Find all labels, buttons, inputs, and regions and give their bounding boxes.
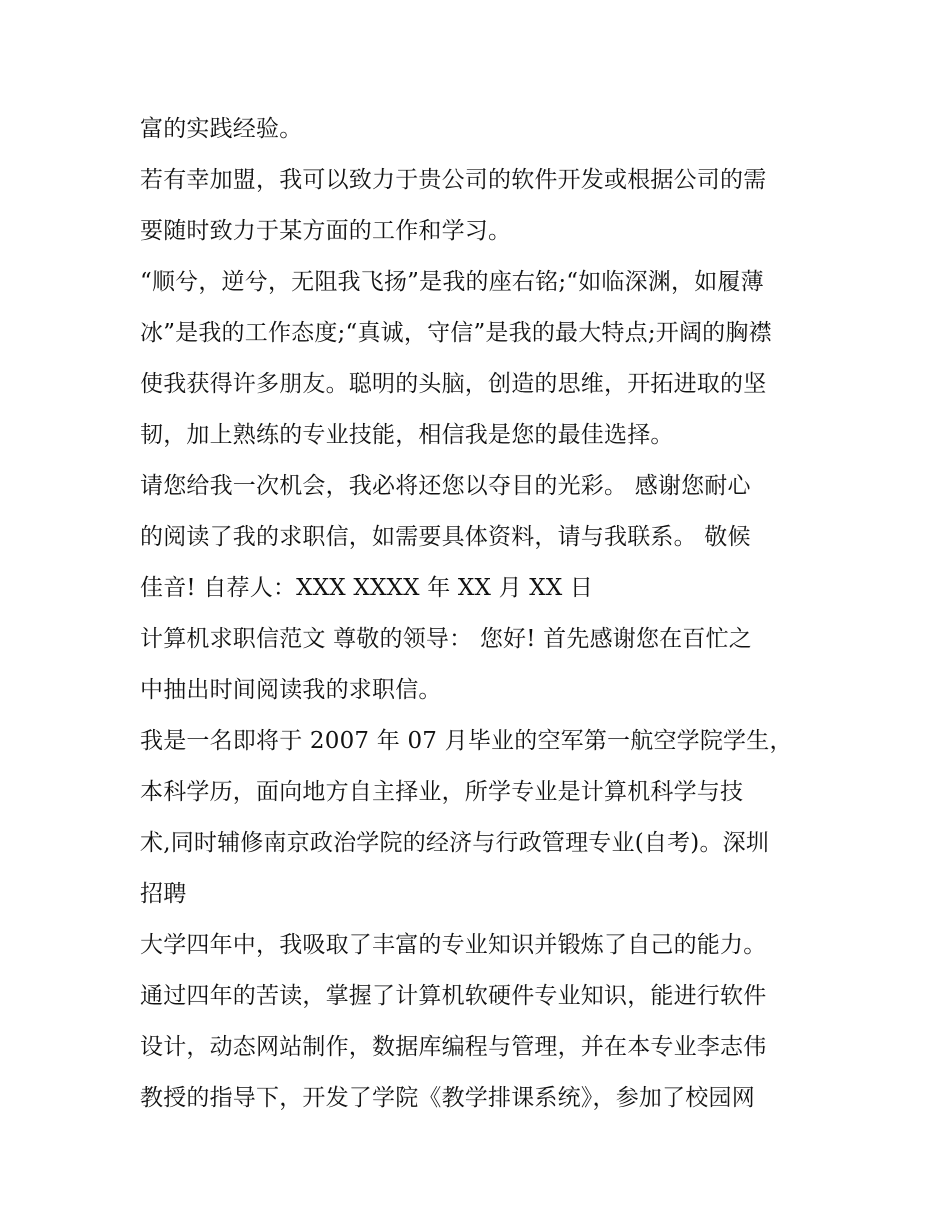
text-line: 本科学历，面向地方自主择业，所学专业是计算机科学与技 bbox=[140, 779, 744, 805]
text-line: 的阅读了我的求职信，如需要具体资料，请与我联系。 敬候 bbox=[140, 524, 751, 550]
text-line: 设计，动态网站制作，数据库编程与管理，并在本专业李志伟 bbox=[140, 1034, 767, 1060]
text-line: 使我获得许多朋友。聪明的头脑，创造的思维，开拓进取的坚 bbox=[140, 371, 767, 397]
text-line: 教授的指导下，开发了学院《教学排课系统》，参加了校园网 bbox=[140, 1085, 755, 1111]
text-line: 大学四年中，我吸取了丰富的专业知识并锻炼了自己的能力。 bbox=[140, 932, 767, 958]
text-line: 我是一名即将于 2007 年 07 月毕业的空军第一航空学院学生， bbox=[140, 728, 793, 754]
text-line: 要随时致力于某方面的工作和学习。 bbox=[140, 218, 512, 244]
text-line: 请您给我一次机会，我必将还您以夺目的光彩。 感谢您耐心 bbox=[140, 473, 751, 499]
text-line: 中抽出时间阅读我的求职信。 bbox=[140, 677, 442, 703]
text-line: 冰”是我的工作态度;“真诚，守信”是我的最大特点;开阔的胸襟 bbox=[140, 320, 772, 346]
text-line: 富的实践经验。 bbox=[140, 116, 303, 142]
text-line: 通过四年的苦读，掌握了计算机软硬件专业知识，能进行软件 bbox=[140, 983, 767, 1009]
text-line: “顺兮，逆兮，无阻我飞扬”是我的座右铭;“如临深渊，如履薄 bbox=[140, 269, 764, 295]
text-line: 术,同时辅修南京政治学院的经济与行政管理专业(自考)。深圳 bbox=[140, 830, 770, 856]
text-line: 韧，加上熟练的专业技能，相信我是您的最佳选择。 bbox=[140, 422, 674, 448]
text-line: 若有幸加盟，我可以致力于贵公司的软件开发或根据公司的需 bbox=[140, 167, 767, 193]
text-line: 计算机求职信范文 尊敬的领导： 您好! 首先感谢您在百忙之 bbox=[140, 626, 752, 652]
text-line: 招聘 bbox=[140, 881, 187, 907]
text-line: 佳音! 自荐人：XXX XXXX 年 XX 月 XX 日 bbox=[140, 575, 594, 601]
